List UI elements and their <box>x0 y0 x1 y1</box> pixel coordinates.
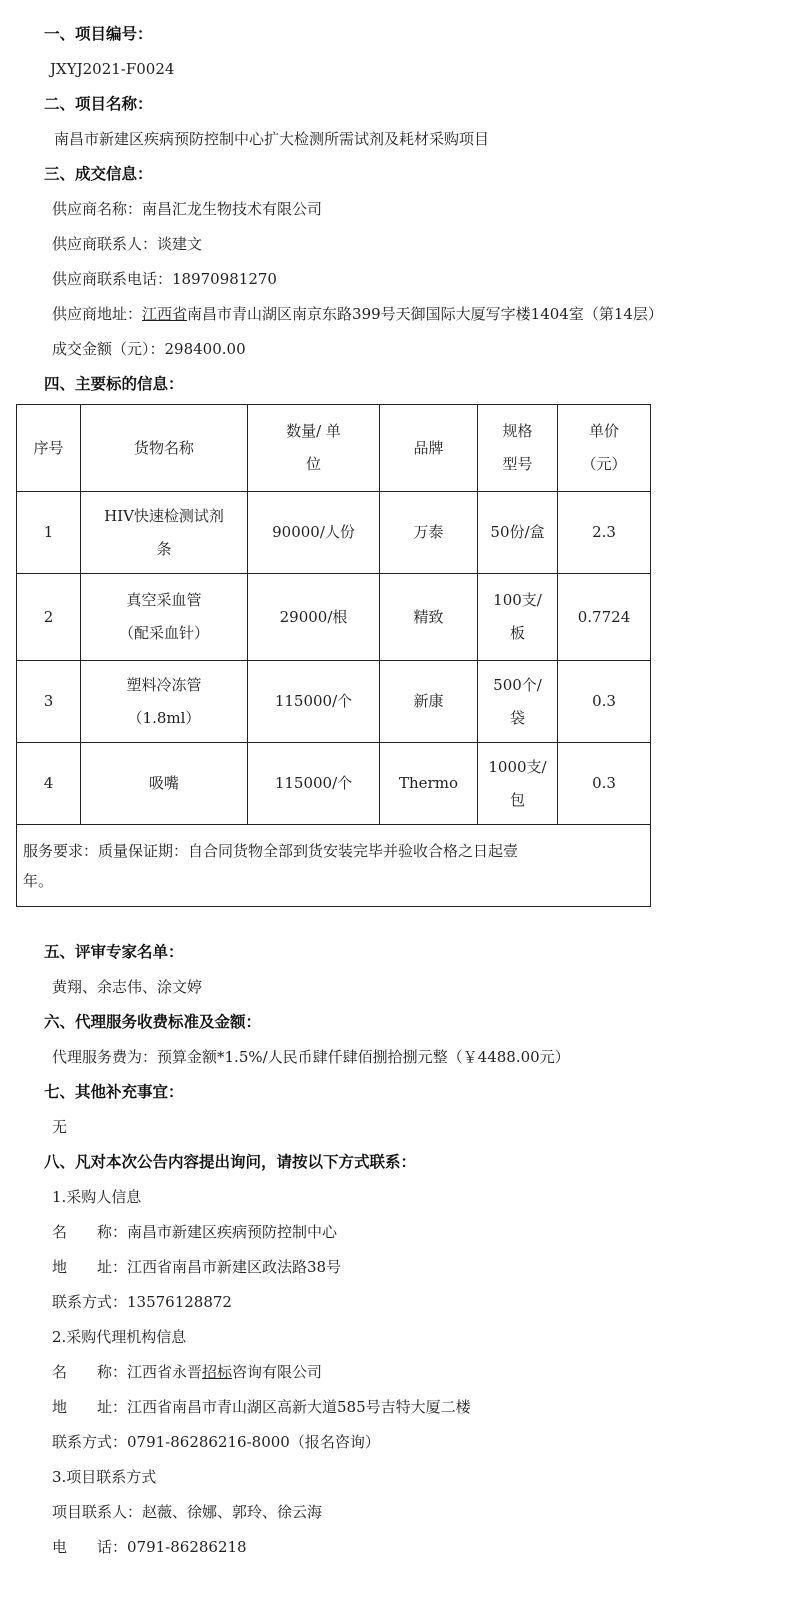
col-header-spec <box>478 405 558 492</box>
cell-spec-b: 板 <box>509 624 525 642</box>
cell-spec <box>478 574 558 661</box>
agency-phone: 联系方式：0791-86286216-8000（报名咨询） <box>52 1433 380 1451</box>
cell-spec-a: 100支/ <box>493 591 542 609</box>
table-row <box>17 574 651 661</box>
supplier-address-label: 供应商地址： <box>52 305 143 323</box>
cell-name-a: 塑料冷冻管 <box>126 675 202 694</box>
cell-brand: 万泰 <box>380 492 478 574</box>
section-7-title: 七、其他补充事宜： <box>44 1083 184 1101</box>
col-header-price-b: （元） <box>581 455 627 473</box>
cell-name: 吸嘴 <box>81 743 248 825</box>
cell-price: 0.3 <box>558 661 651 743</box>
cell-qty: 115000/个 <box>248 743 380 825</box>
col-header-no: 序号 <box>17 405 81 492</box>
agency-fee: 代理服务费为：预算金额*1.5%/人民币肆仟肆佰捌拾捌元整（￥4488.00元） <box>52 1048 570 1066</box>
province-link[interactable]: 江西省 <box>142 305 188 323</box>
cell-no: 2 <box>17 574 81 661</box>
project-number: JXYJ2021-F0024 <box>50 60 175 78</box>
cell-spec-a: 500个/ <box>493 675 542 694</box>
supplier-contact: 供应商联系人：谈建文 <box>52 235 203 253</box>
cell-spec <box>478 743 558 825</box>
cell-brand: 新康 <box>380 661 478 743</box>
project-name: 南昌市新建区疾病预防控制中心扩大检测所需试剂及耗材采购项目 <box>54 130 490 148</box>
cell-name <box>81 574 248 661</box>
col-header-price-a: 单价 <box>588 422 619 440</box>
cell-spec <box>478 661 558 743</box>
cell-no: 1 <box>17 492 81 574</box>
purchaser-info-title: 1.采购人信息 <box>52 1188 142 1206</box>
col-header-price <box>558 405 651 492</box>
cell-name-a: HIV快速检测试剂 <box>104 506 224 525</box>
purchaser-name: 名 称：南昌市新建区疾病预防控制中心 <box>52 1223 338 1241</box>
cell-price: 0.7724 <box>558 574 651 661</box>
section-2-title: 二、项目名称： <box>44 95 153 113</box>
cell-price: 0.3 <box>558 743 651 825</box>
project-contacts: 项目联系人：赵薇、徐娜、郭玲、徐云海 <box>52 1503 323 1521</box>
col-header-qty-a: 数量/ 单 <box>286 422 341 440</box>
cell-no: 4 <box>17 743 81 825</box>
col-header-qty <box>248 405 380 492</box>
cell-qty: 115000/个 <box>248 661 380 743</box>
table-row <box>17 492 651 574</box>
section-6-title: 六、代理服务收费标准及金额： <box>44 1013 262 1031</box>
cell-no: 3 <box>17 661 81 743</box>
agency-name-prefix: 名 称：江西省永晋 <box>52 1363 203 1381</box>
table-header-row <box>17 405 651 492</box>
purchaser-address: 地 址：江西省南昌市新建区政法路38号 <box>52 1258 342 1276</box>
supplier-phone: 供应商联系电话：18970981270 <box>52 270 277 288</box>
agency-info-title: 2.采购代理机构信息 <box>52 1328 187 1346</box>
col-header-spec-b: 型号 <box>502 455 533 473</box>
supplier-address-rest: 南昌市青山湖区南京东路399号天御国际大厦写字楼1404室（第14层） <box>187 305 663 323</box>
cell-name <box>81 661 248 743</box>
agency-name <box>52 1362 322 1382</box>
cell-brand: Thermo <box>380 743 478 825</box>
cell-spec-b: 袋 <box>509 708 525 727</box>
cell-spec: 50份/盒 <box>478 492 558 574</box>
service-requirement <box>17 825 651 907</box>
service-requirement-b: 年。 <box>23 871 54 890</box>
supplier-address <box>52 304 663 324</box>
col-header-qty-b: 位 <box>305 455 321 473</box>
deal-amount: 成交金额（元）：298400.00 <box>52 340 246 358</box>
section-1-title: 一、项目编号： <box>44 25 153 43</box>
cell-name-a: 真空采血管 <box>126 591 202 609</box>
supplier-name: 供应商名称：南昌汇龙生物技术有限公司 <box>52 200 323 218</box>
section-8-title: 八、凡对本次公告内容提出询问，请按以下方式联系： <box>44 1153 417 1171</box>
cell-spec-a: 1000支/ <box>488 757 547 776</box>
purchaser-phone: 联系方式：13576128872 <box>52 1293 232 1311</box>
other-matters: 无 <box>52 1118 68 1136</box>
col-header-spec-a: 规格 <box>502 422 533 440</box>
expert-list: 黄翔、余志伟、涂文婷 <box>52 978 203 996</box>
cell-name <box>81 492 248 574</box>
project-contact-title: 3.项目联系方式 <box>52 1468 157 1486</box>
cell-name-b: 条 <box>156 539 172 558</box>
section-4-title: 四、主要标的信息： <box>44 375 184 393</box>
project-phone: 电 话：0791-86286218 <box>52 1538 247 1556</box>
cell-qty: 90000/人份 <box>248 492 380 574</box>
table-row <box>17 743 651 825</box>
table-row <box>17 661 651 743</box>
agency-name-rest: 咨询有限公司 <box>232 1363 323 1381</box>
cell-name-b: （1.8ml） <box>127 708 201 727</box>
tender-link[interactable]: 招标 <box>202 1363 233 1381</box>
col-header-name: 货物名称 <box>81 405 248 492</box>
section-3-title: 三、成交信息： <box>44 165 153 183</box>
items-table <box>16 404 651 907</box>
cell-qty: 29000/根 <box>248 574 380 661</box>
service-requirement-row <box>17 825 651 907</box>
col-header-brand: 品牌 <box>380 405 478 492</box>
cell-name-b: （配采血针） <box>118 624 209 642</box>
cell-brand: 精致 <box>380 574 478 661</box>
section-5-title: 五、评审专家名单： <box>44 943 184 961</box>
agency-address: 地 址：江西省南昌市青山湖区高新大道585号吉特大厦二楼 <box>52 1398 471 1416</box>
cell-price: 2.3 <box>558 492 651 574</box>
service-requirement-a: 服务要求：质量保证期：自合同货物全部到货安装完毕并验收合格之日起壹 <box>23 841 519 860</box>
cell-spec-b: 包 <box>509 790 525 809</box>
